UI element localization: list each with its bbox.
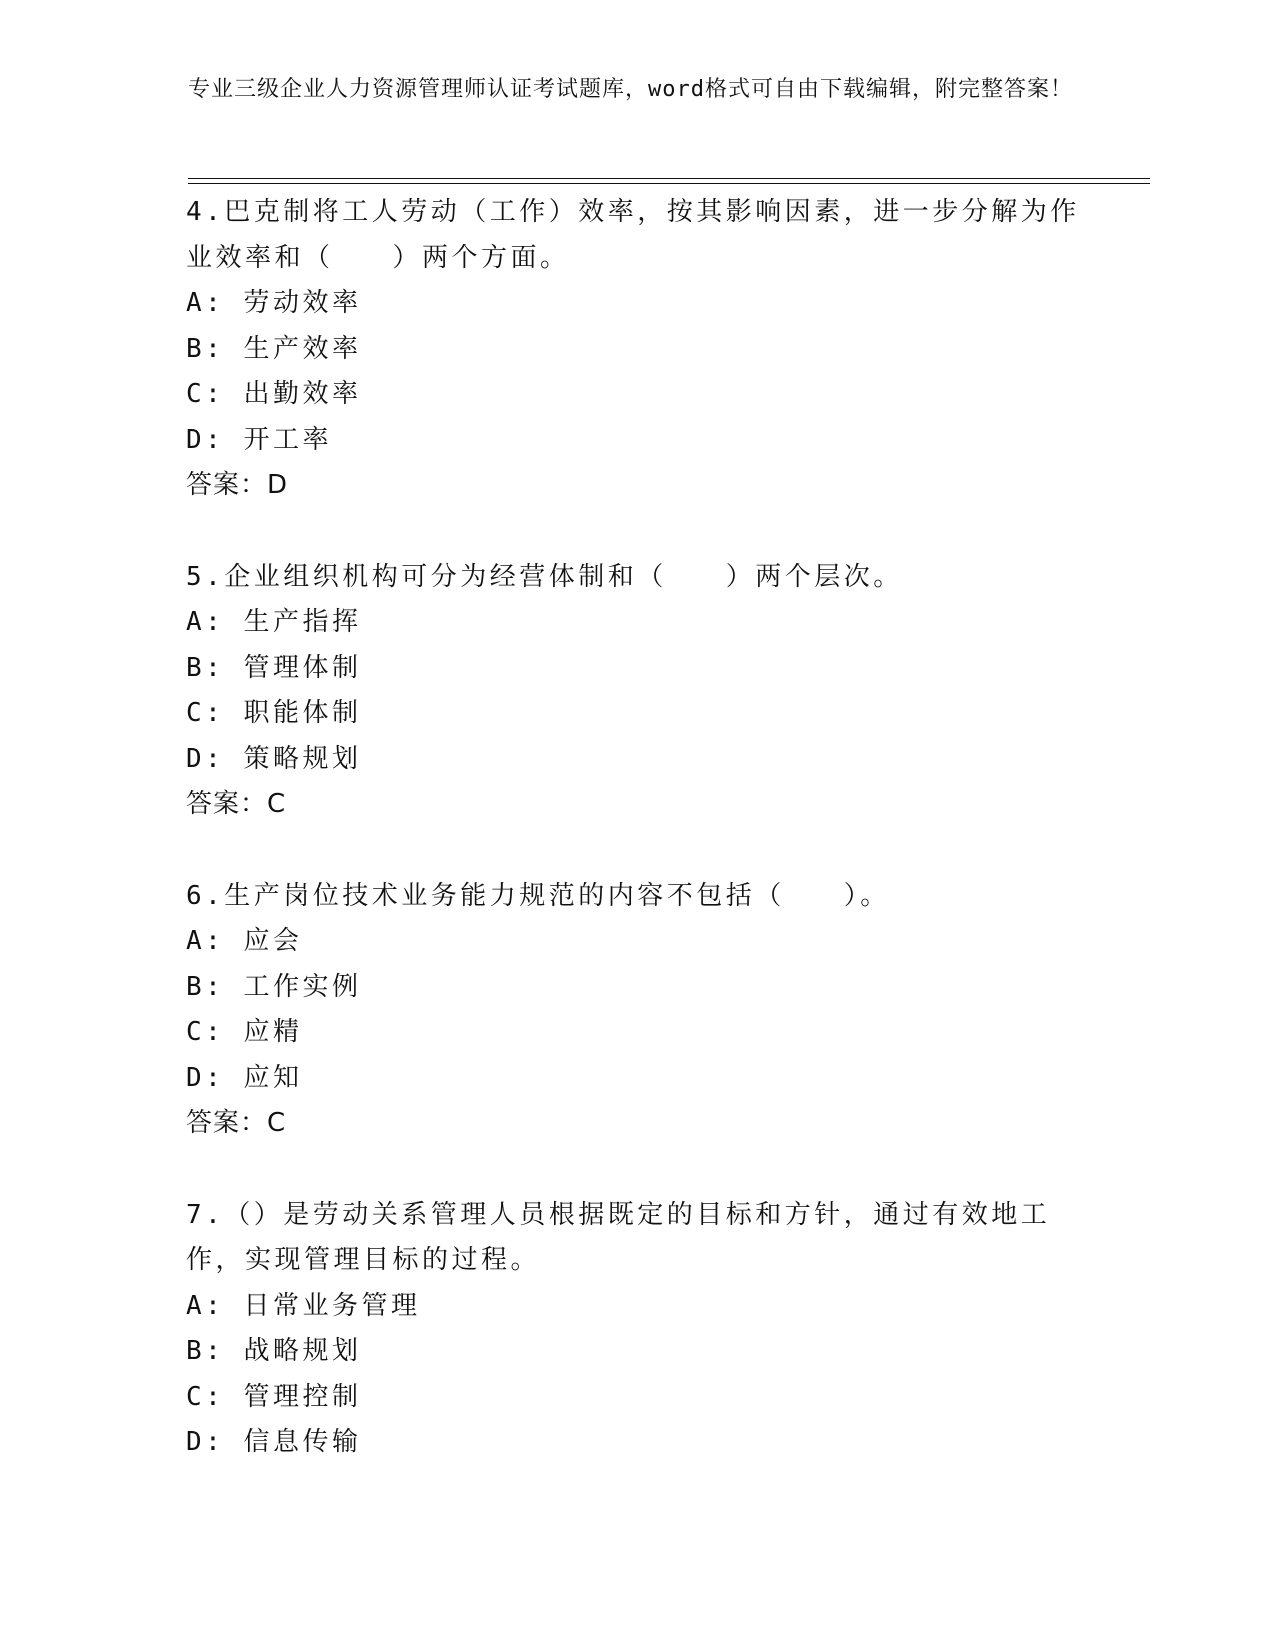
answer-line: 答案：C bbox=[186, 789, 287, 819]
question-5 bbox=[186, 555, 1086, 828]
question-4 bbox=[186, 190, 1086, 509]
option-b: B: 管理体制 bbox=[186, 652, 362, 683]
option-c: C: 应精 bbox=[186, 1017, 303, 1047]
option-b: B: 生产效率 bbox=[186, 333, 362, 364]
question-6 bbox=[186, 874, 1086, 1147]
header-divider bbox=[188, 178, 1150, 184]
option-c: C: 管理控制 bbox=[186, 1381, 362, 1412]
option-a: A: 应会 bbox=[186, 926, 303, 956]
option-c: C: 出勤效率 bbox=[186, 379, 362, 409]
option-a: A: 劳动效率 bbox=[186, 288, 362, 318]
option-a: A: 生产指挥 bbox=[186, 607, 362, 637]
document-header: 专业三级企业人力资源管理师认证考试题库，word格式可自由下载编辑，附完整答案！ bbox=[188, 77, 1073, 102]
option-b: B: 工作实例 bbox=[186, 971, 362, 1002]
option-d: D: 应知 bbox=[186, 1062, 303, 1093]
option-b: B: 战略规划 bbox=[186, 1336, 362, 1366]
option-d: D: 开工率 bbox=[186, 424, 332, 455]
question-stem: 5.企业组织机构可分为经营体制和（ ）两个层次。 bbox=[186, 561, 903, 592]
question-list bbox=[186, 190, 1086, 1512]
option-d: D: 信息传输 bbox=[186, 1427, 362, 1457]
option-a: A: 日常业务管理 bbox=[186, 1290, 421, 1321]
option-c: C: 职能体制 bbox=[186, 698, 362, 728]
answer-line: 答案：D bbox=[186, 470, 289, 500]
question-stem: 7.（）是劳动关系管理人员根据既定的目标和方针，通过有效地工作，实现管理目标的过程。 bbox=[186, 1199, 1051, 1275]
option-d: D: 策略规划 bbox=[186, 743, 362, 774]
question-7 bbox=[186, 1193, 1086, 1466]
answer-line: 答案：C bbox=[186, 1108, 287, 1138]
question-stem: 6.生产岗位技术业务能力规范的内容不包括（ ）。 bbox=[186, 880, 890, 911]
question-stem: 4.巴克制将工人劳动（工作）效率，按其影响因素，进一步分解为作业效率和（ ）两个方面。 bbox=[186, 197, 1080, 273]
